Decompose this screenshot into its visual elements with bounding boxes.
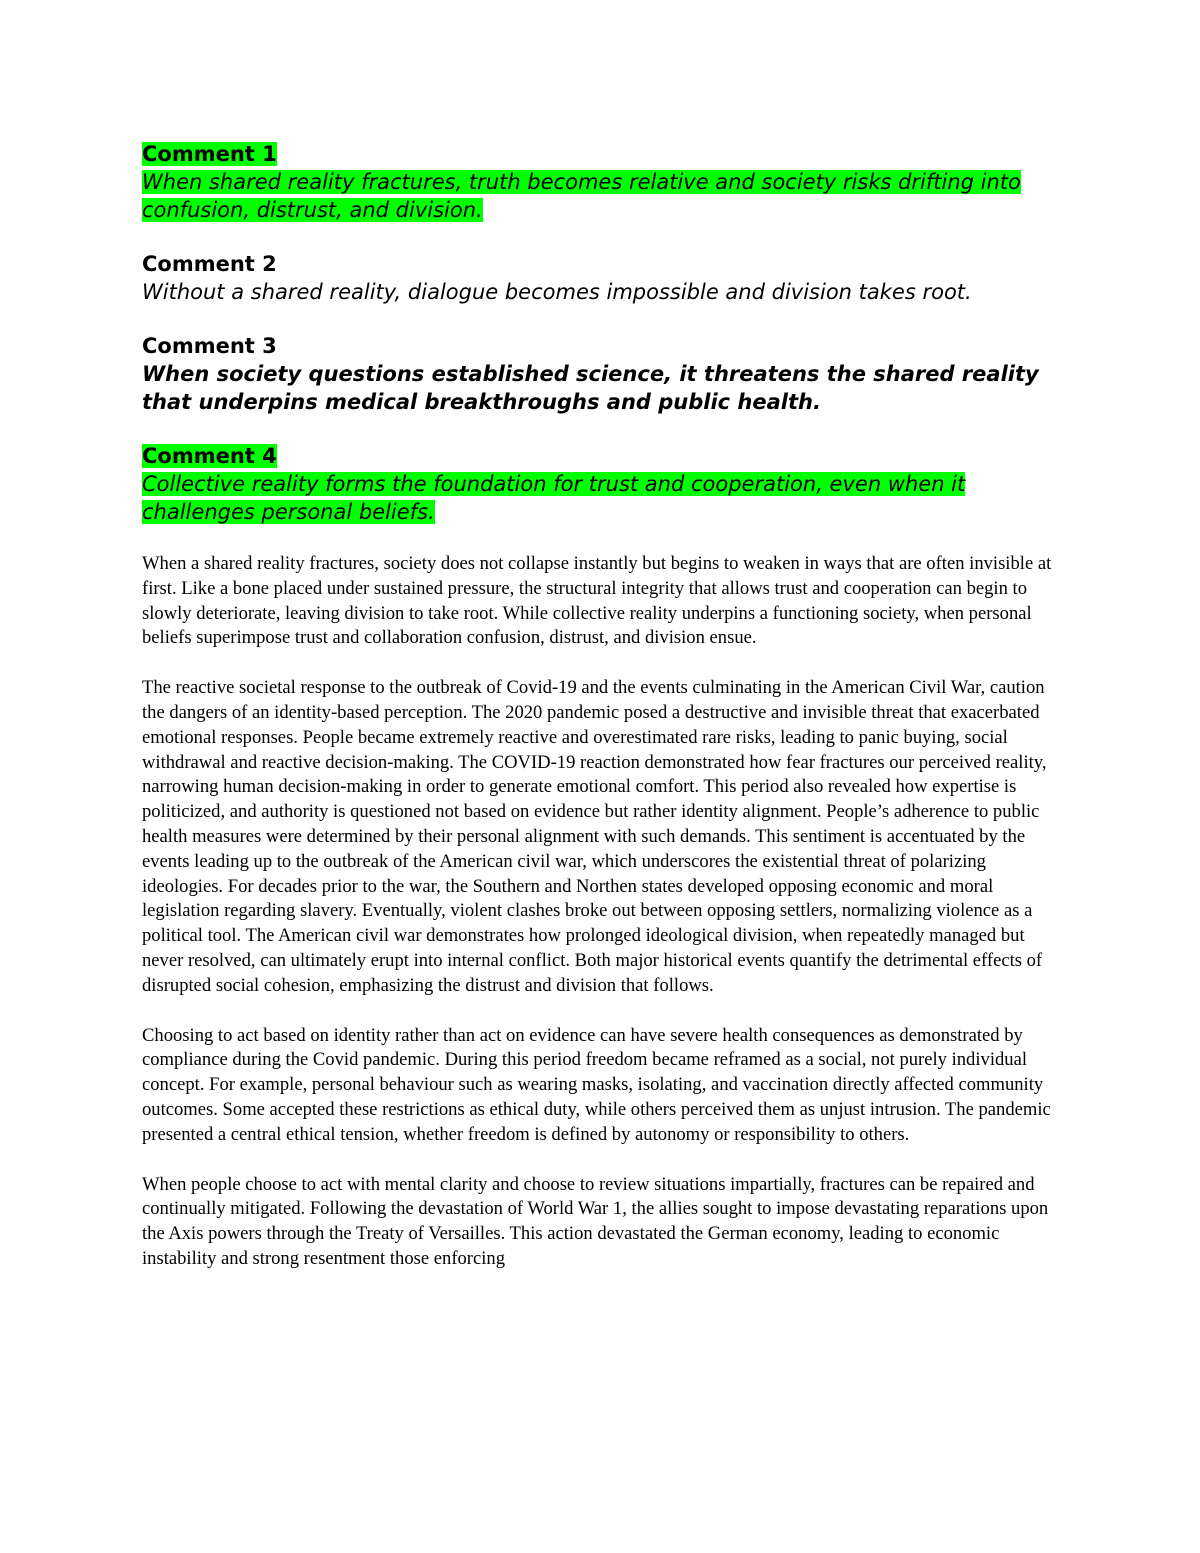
document-content — [142, 140, 1062, 1297]
comment-2-title: Comment 2 — [142, 252, 277, 276]
essay-paragraph-3: Choosing to act based on identity rather than act on evidence can have severe health consequences as demonstrated by compliance during the Covid pandemic. During this period freedom became reframed as a social, not purely individual concept. For example, personal behaviour such as wearing masks, isolating, and vaccination directly affected community outcomes. Some accepted these restrictions as ethical duty, while others perceived them as unjust intrusion. The pandemic presented a central ethical tension, whether freedom is defined by autonomy or responsibility to others. — [142, 1024, 1051, 1145]
comment-4-title: Comment 4 — [142, 444, 277, 468]
essay-paragraph-4: When people choose to act with mental clarity and choose to review situations impartially, fractures can be repaired and continually mitigated. Following the devastation of World War 1, the allies sought to impose devastating reparations upon the Axis powers through the Treaty of Versailles. This action devastated the German economy, leading to economic instability and strong resentment those enforcing — [142, 1173, 1049, 1269]
comment-1 — [142, 140, 1062, 224]
comment-4-text: Collective reality forms the foundation for trust and cooperation, even when it challenges personal beliefs. — [142, 472, 966, 524]
comment-2-text: Without a shared reality, dialogue becomes impossible and division takes root. — [142, 280, 972, 304]
comment-2 — [142, 250, 1062, 306]
comment-3-title: Comment 3 — [142, 334, 277, 358]
essay-body — [142, 552, 1062, 1272]
essay-paragraph-2: The reactive societal response to the outbreak of Covid-19 and the events culminating in the American Civil War, caution the dangers of an identity-based perception. The 2020 pandemic posed a destructive and invisible threat that exacerbated emotional responses. People became extremely reactive and overestimated rare risks, leading to panic buying, social withdrawal and reactive decision-making. The COVID-19 reaction demonstrated how fear fractures our perceived reality, narrowing human decision-making in order to generate emotional comfort. This period also revealed how expertise is politicized, and authority is questioned not based on evidence but rather identity alignment. People’s adherence to public health measures were determined by their personal alignment with such demands. This sentiment is accentuated by the events leading up to the outbreak of the American civil war, which underscores the existential threat of polarizing ideologies. For decades prior to the war, the Southern and Northen states developed opposing economic and moral legislation regarding slavery. Eventually, violent clashes broke out between opposing settlers, normalizing violence as a political tool. The American civil war demonstrates how prolonged ideological division, when repeatedly managed but never resolved, can ultimately erupt into internal conflict. Both major historical events quantify the detrimental effects of disrupted social cohesion, emphasizing the distrust and division that follows. — [142, 677, 1047, 996]
comment-3-text: When society questions established science, it threatens the shared reality that underpins medical breakthroughs and public health. — [142, 362, 1039, 414]
comment-1-text: When shared reality fractures, truth becomes relative and society risks drifting into confusion, distrust, and division. — [142, 170, 1021, 222]
comment-4 — [142, 442, 1062, 526]
comment-1-title: Comment 1 — [142, 142, 277, 166]
comment-3 — [142, 332, 1062, 416]
essay-paragraph-1: When a shared reality fractures, society does not collapse instantly but begins to weaken in ways that are often invisible at first. Like a bone placed under sustained pressure, the structural integrity that allows trust and cooperation can begin to slowly deteriorate, leaving division to take root. While collective reality underpins a functioning society, when personal beliefs superimpose trust and collaboration confusion, distrust, and division ensue. — [142, 553, 1052, 649]
